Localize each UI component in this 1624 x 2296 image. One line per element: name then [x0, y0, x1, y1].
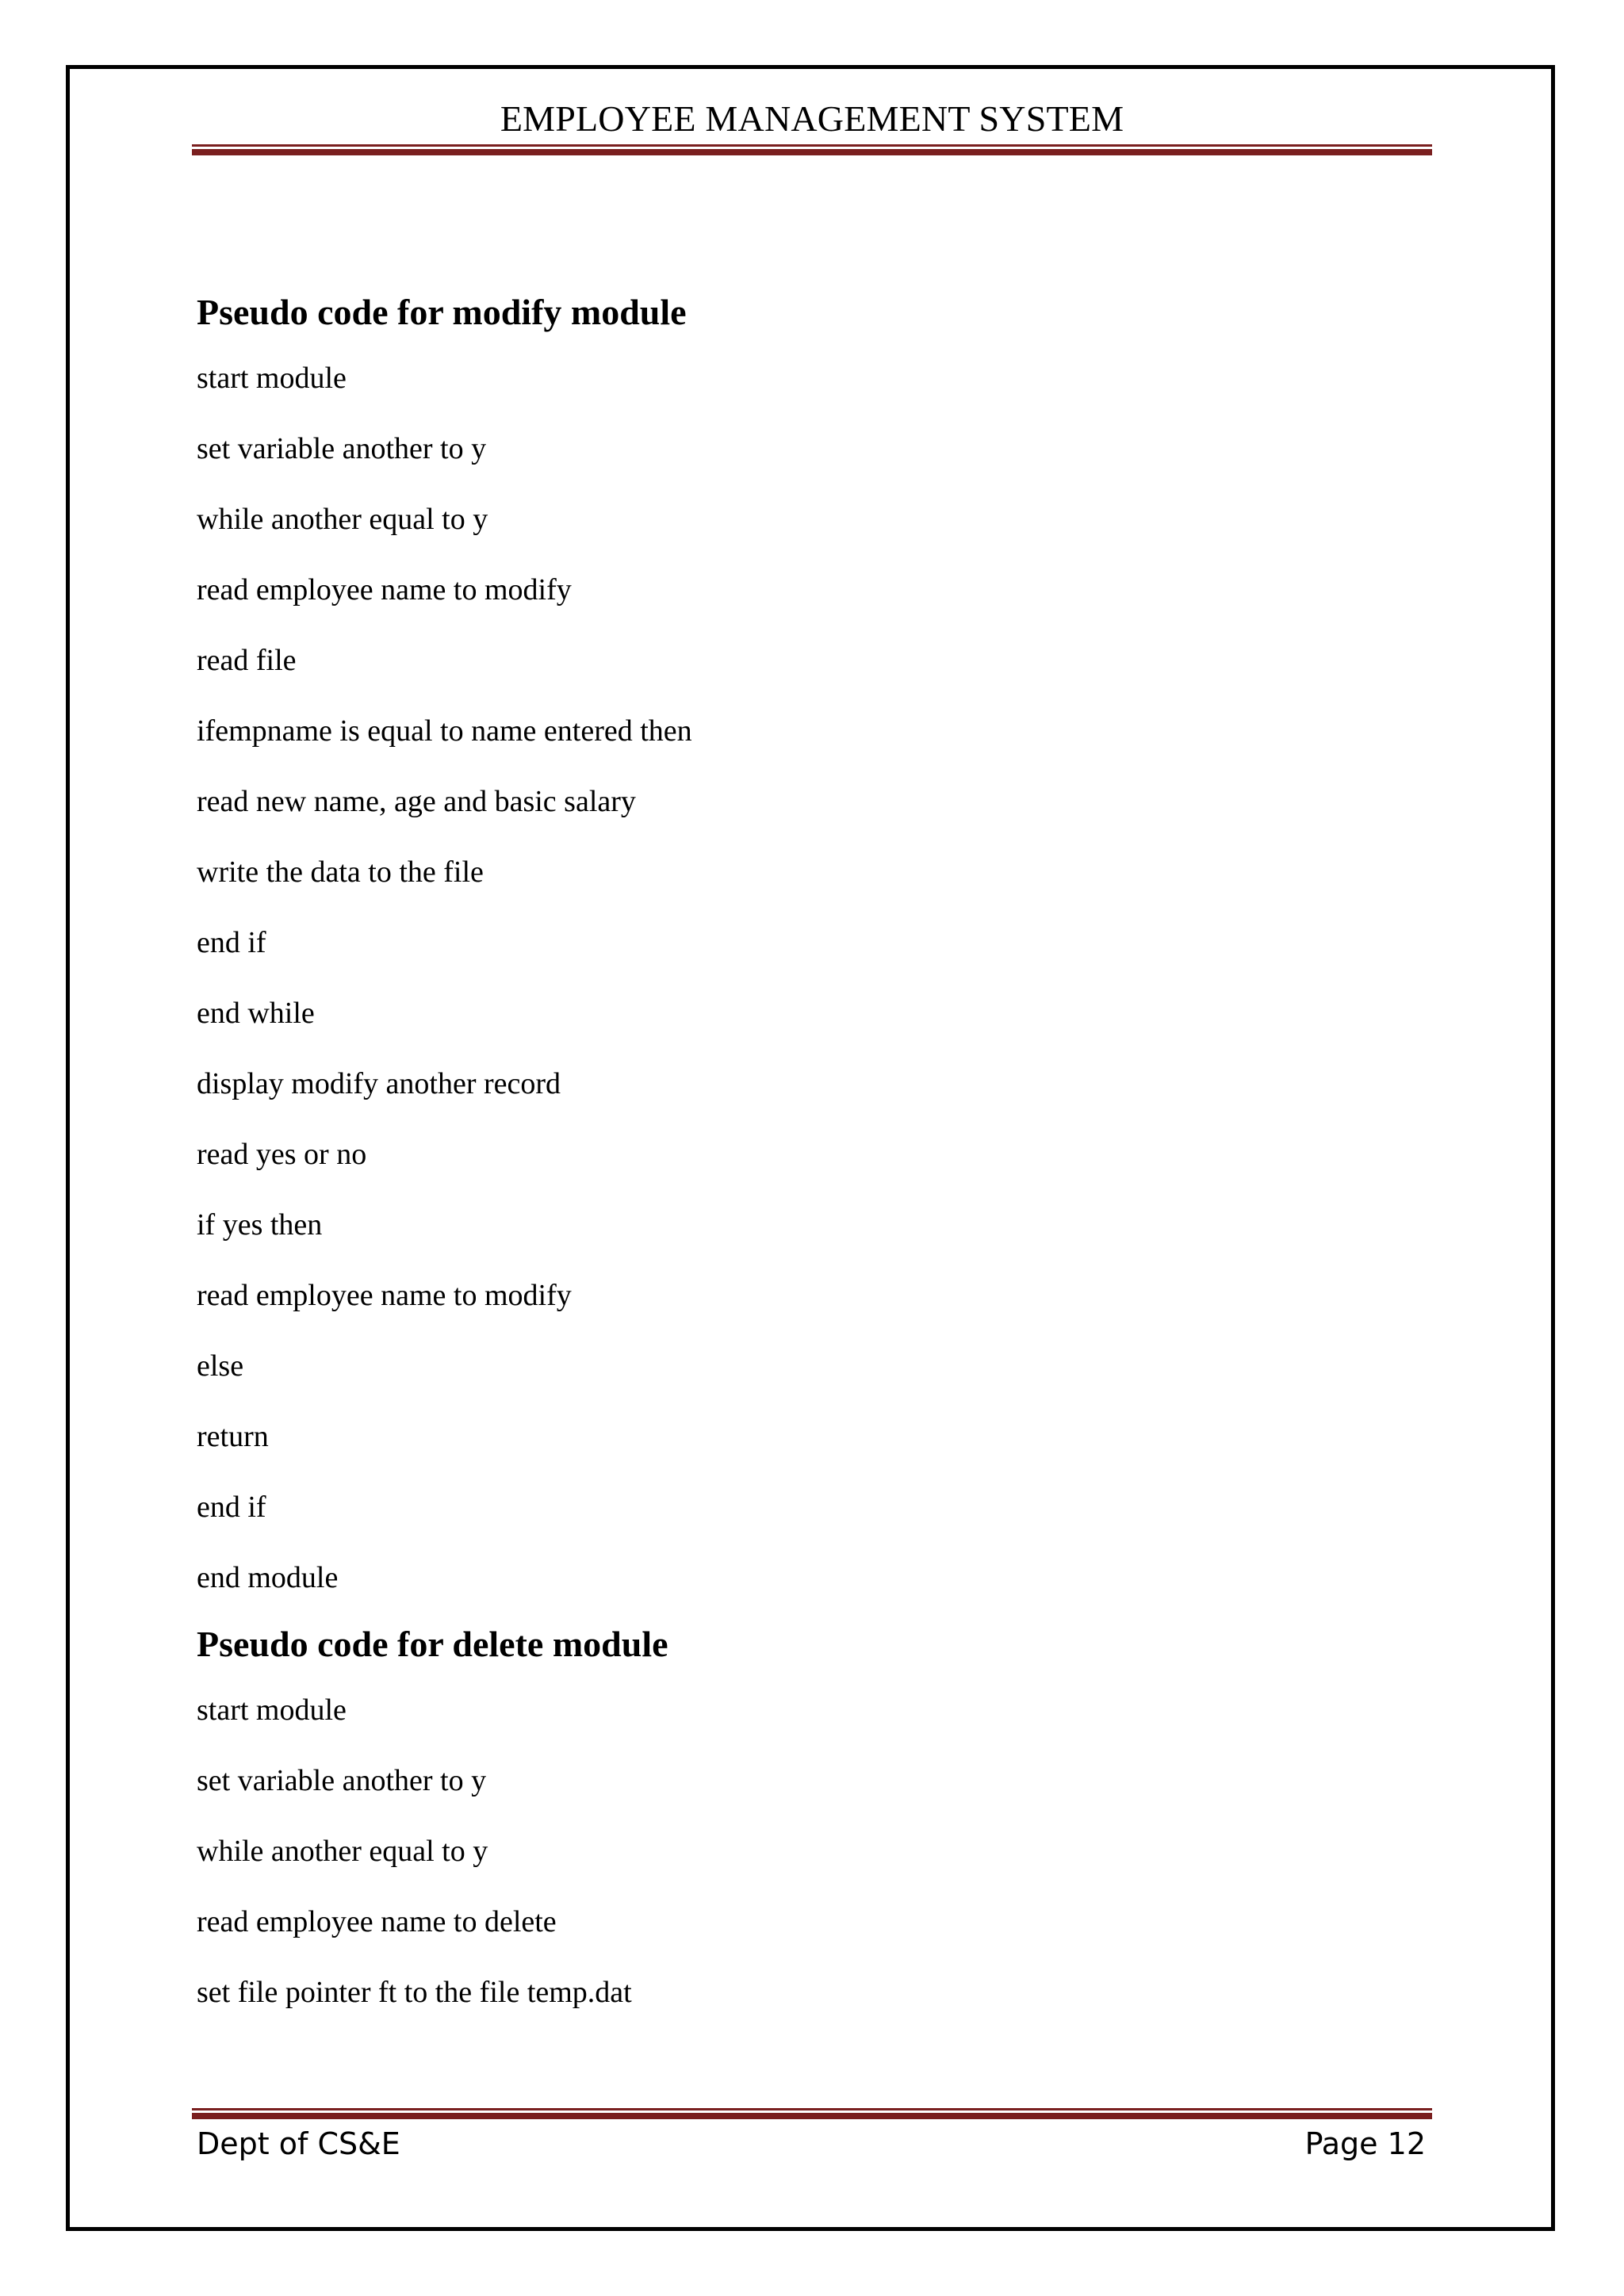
pseudo-code-line: start module — [197, 1693, 347, 1727]
footer-page-number: Page 12 — [1304, 2126, 1426, 2161]
pseudo-code-line: read employee name to modify — [197, 573, 572, 607]
pseudo-code-line: end if — [197, 926, 266, 959]
pseudo-code-line: if yes then — [197, 1208, 323, 1242]
pseudo-code-line: set variable another to y — [197, 432, 487, 465]
pseudo-code-line: read employee name to modify — [197, 1279, 572, 1312]
pseudo-code-line: write the data to the file — [197, 855, 484, 889]
pseudo-code-line: end if — [197, 1490, 266, 1524]
footer-department: Dept of CS&E — [197, 2126, 400, 2161]
section-heading: Pseudo code for delete module — [197, 1624, 668, 1664]
pseudo-code-line: read employee name to delete — [197, 1905, 557, 1938]
pseudo-code-line: read file — [197, 644, 297, 677]
header-rule — [192, 144, 1432, 155]
pseudo-code-line: set file pointer ft to the file temp.dat — [197, 1976, 632, 2009]
pseudo-code-line: while another equal to y — [197, 1835, 488, 1868]
pseudo-code-line: display modify another record — [197, 1067, 561, 1100]
section-modify-module — [197, 281, 1386, 1613]
pseudo-code-line: read yes or no — [197, 1138, 367, 1171]
pseudo-code-line: return — [197, 1420, 269, 1453]
pseudo-code-line: while another equal to y — [197, 503, 488, 536]
section-heading: Pseudo code for modify module — [197, 292, 687, 332]
pseudo-code-line: end module — [197, 1561, 339, 1594]
pseudo-code-line: start module — [197, 362, 347, 395]
section-delete-module — [197, 1613, 1386, 2028]
pseudo-code-line: read new name, age and basic salary — [197, 785, 636, 818]
pseudo-code-line: ifempname is equal to name entered then — [197, 714, 692, 748]
pseudo-code-line: set variable another to y — [197, 1764, 487, 1797]
document-body — [197, 281, 1386, 2028]
pseudo-code-line: end while — [197, 997, 315, 1030]
page-header-title: EMPLOYEE MANAGEMENT SYSTEM — [500, 98, 1124, 139]
pseudo-code-line: else — [197, 1349, 244, 1383]
